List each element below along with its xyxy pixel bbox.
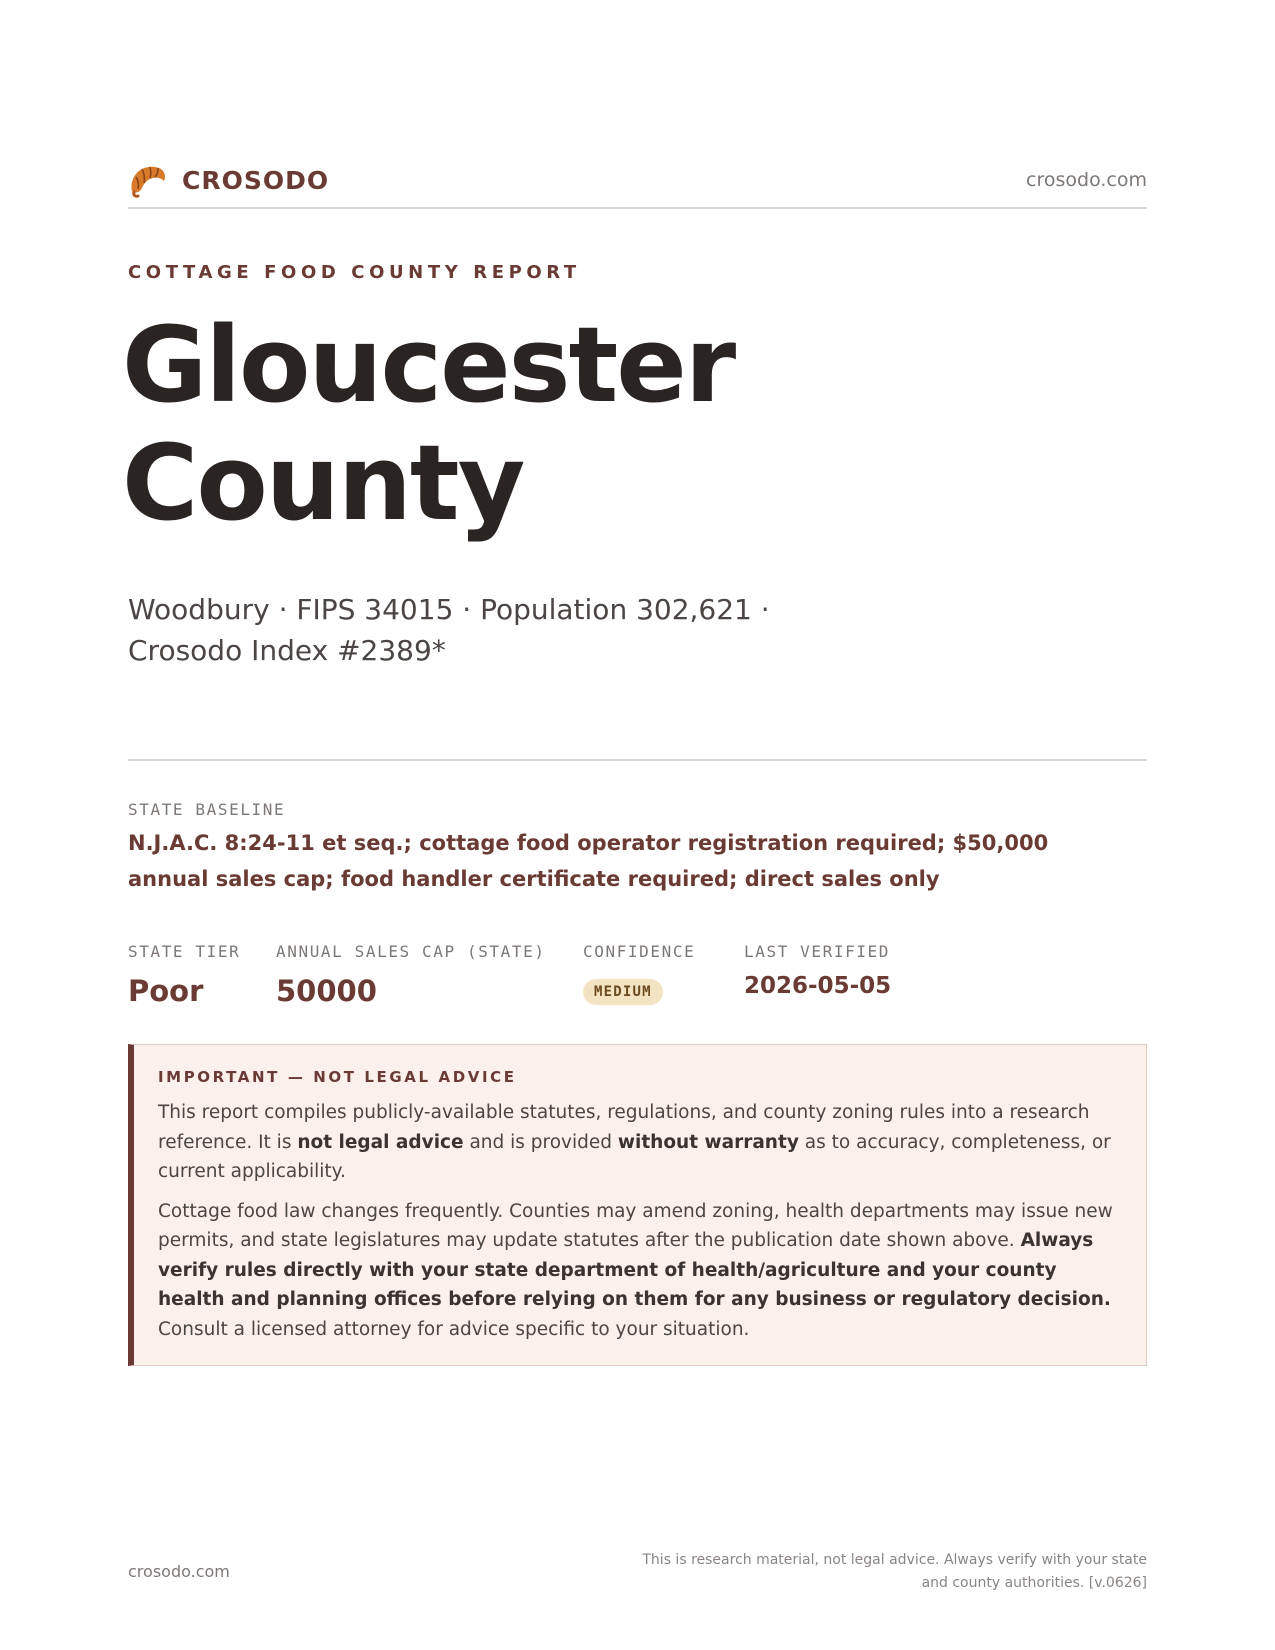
footer-site-link[interactable]: crosodo.com: [128, 1562, 230, 1581]
header-site-link[interactable]: crosodo.com: [1026, 169, 1147, 191]
header-divider: [128, 207, 1147, 209]
stat-label: ANNUAL SALES CAP (STATE): [276, 942, 546, 961]
notice-emphasis: Always verify rules directly with your state department of health/agriculture and your county health and planning offices before relying on them for any business or regulatory decision.: [158, 1230, 1111, 1310]
title-line: County: [122, 422, 524, 544]
brand-name: CROSODO: [182, 165, 330, 195]
notice-title: IMPORTANT — NOT LEGAL ADVICE: [158, 1068, 517, 1086]
stat-value: 2026-05-05: [744, 973, 892, 999]
notice-text: as to accuracy, completeness, or current applicability.: [158, 1131, 1111, 1182]
confidence-badge: MEDIUM: [583, 979, 663, 1005]
notice-emphasis: not legal advice: [297, 1131, 464, 1153]
baseline-label: STATE BASELINE: [128, 800, 286, 819]
page-title: [122, 306, 1141, 542]
notice-text: and is provided: [463, 1131, 618, 1153]
page-header: [128, 158, 1147, 202]
stat-label: STATE TIER: [128, 942, 241, 961]
notice-paragraph: [158, 1197, 1124, 1345]
stat-label: LAST VERIFIED: [744, 942, 891, 961]
stat-value: Poor: [128, 974, 204, 1008]
stat-confidence: [583, 942, 695, 1005]
notice-paragraph: [158, 1098, 1124, 1187]
title-line: Gloucester: [122, 304, 735, 426]
stat-label: CONFIDENCE: [583, 942, 696, 961]
brand[interactable]: [128, 161, 329, 199]
croissant-icon: [128, 161, 168, 199]
stat-last-verified: [744, 942, 891, 999]
report-eyebrow: COTTAGE FOOD COUNTY REPORT: [128, 262, 581, 283]
notice-text: Cottage food law changes frequently. Counties may amend zoning, health departments may issue new permits, and state legislatures may update statutes after the publication date shown above.: [158, 1200, 1113, 1251]
footer-disclaimer: This is research material, not legal advice. Always verify with your state and county authorities. [v.0626]: [642, 1552, 1147, 1591]
stat-value: 50000: [276, 974, 377, 1008]
county-subtitle: Woodbury · FIPS 34015 · Population 302,621 · Crosodo Index #2389*: [128, 593, 770, 667]
stat-sales-cap: [276, 942, 546, 1008]
report-page: [122, 0, 1147, 1650]
notice-text: Consult a licensed attorney for advice specific to your situation.: [158, 1318, 750, 1340]
baseline-text: N.J.A.C. 8:24-11 et seq.; cottage food operator registration required; $50,000 annual sales cap; food handler certificate required; direct sales only: [128, 831, 1049, 891]
section-divider: [128, 759, 1147, 761]
notice-text: This report compiles publicly-available statutes, regulations, and county zoning rules into a research reference. It is: [158, 1102, 1090, 1153]
notice-emphasis: without warranty: [617, 1131, 799, 1153]
legal-notice: [128, 1044, 1147, 1366]
stat-state-tier: [128, 942, 240, 1008]
